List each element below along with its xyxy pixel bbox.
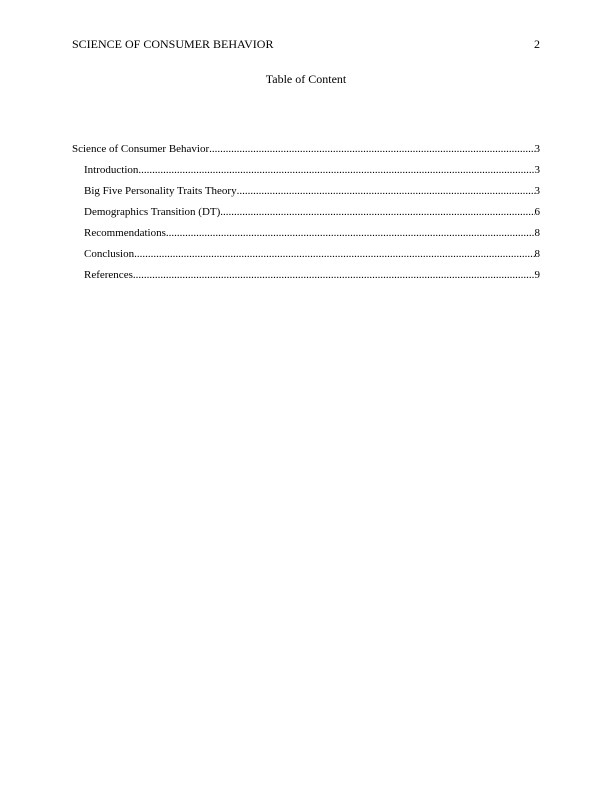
toc-entry-page: 6	[534, 206, 540, 218]
toc-heading: Table of Content	[265, 72, 347, 86]
running-head-title: SCIENCE OF CONSUMER BEHAVIOR	[72, 37, 274, 51]
toc-entry-page: 3	[534, 185, 540, 197]
running-header	[72, 36, 540, 52]
toc-entry-label: Big Five Personality Traits Theory	[84, 185, 237, 197]
dot-leader	[237, 184, 535, 198]
dot-leader	[138, 163, 534, 177]
toc-entry-label: Conclusion	[84, 248, 135, 260]
toc-entry-label: Science of Consumer Behavior	[72, 143, 210, 155]
toc-entry-page: 9	[534, 269, 540, 281]
toc-entry[interactable]	[72, 205, 540, 226]
dot-leader	[133, 268, 535, 282]
toc-entry-page: 3	[534, 164, 540, 176]
toc-entry[interactable]	[72, 226, 540, 247]
dot-leader	[209, 142, 534, 156]
toc-entry[interactable]	[72, 184, 540, 205]
page-number: 2	[534, 37, 540, 51]
toc-entry-page: 8	[534, 248, 540, 260]
toc-entry[interactable]	[72, 268, 540, 289]
dot-leader	[220, 205, 534, 219]
toc-entry-label: Demographics Transition (DT)	[84, 206, 221, 218]
toc-entry[interactable]	[72, 247, 540, 268]
toc-entry-page: 8	[534, 227, 540, 239]
toc-entry-label: Recommendations	[84, 227, 166, 239]
toc-entry-label: Introduction	[84, 164, 139, 176]
dot-leader	[134, 247, 534, 261]
toc-entry-page: 3	[534, 143, 540, 155]
table-of-contents	[72, 142, 540, 289]
toc-entry[interactable]	[72, 142, 540, 163]
toc-entry[interactable]	[72, 163, 540, 184]
toc-entry-label: References	[84, 269, 133, 281]
dot-leader	[166, 226, 535, 240]
